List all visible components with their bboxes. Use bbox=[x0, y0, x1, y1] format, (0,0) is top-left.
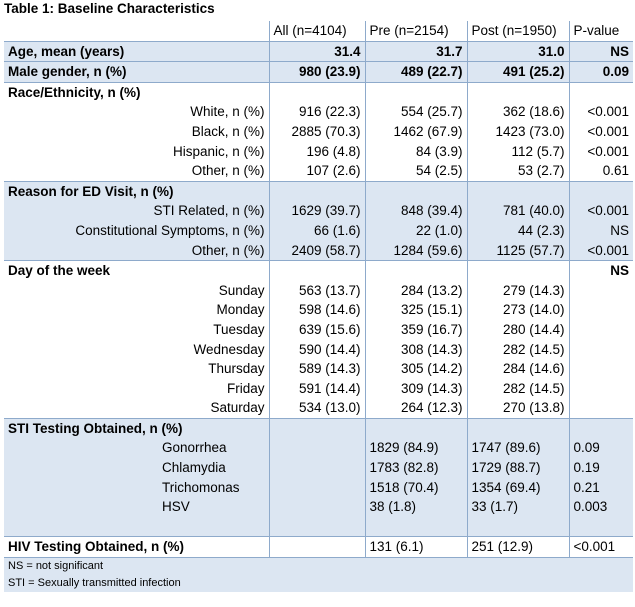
all-value bbox=[269, 261, 365, 281]
post-value: 270 (13.8) bbox=[467, 398, 569, 418]
post-value: 112 (5.7) bbox=[467, 142, 569, 162]
all-value: 2885 (70.3) bbox=[269, 122, 365, 142]
post-value bbox=[467, 517, 569, 537]
p-value: <0.001 bbox=[569, 142, 633, 162]
header-post: Post (n=1950) bbox=[467, 21, 569, 41]
all-value bbox=[269, 537, 365, 558]
table-row bbox=[4, 261, 633, 281]
row-label: Thursday bbox=[208, 361, 265, 377]
header-pre: Pre (n=2154) bbox=[365, 21, 467, 41]
table-row bbox=[4, 438, 633, 458]
post-value: 282 (14.5) bbox=[467, 379, 569, 399]
row-label: Hispanic, n (%) bbox=[172, 143, 265, 159]
row-label: Male gender, n (%) bbox=[4, 62, 269, 83]
post-value: 251 (12.9) bbox=[467, 537, 569, 558]
pre-value: 489 (22.7) bbox=[365, 62, 467, 83]
row-label: Other, n (%) bbox=[4, 241, 269, 261]
post-value bbox=[467, 82, 569, 102]
all-value: 196 (4.8) bbox=[269, 142, 365, 162]
pre-value bbox=[365, 418, 467, 438]
table-row bbox=[4, 478, 633, 498]
p-value: <0.001 bbox=[569, 122, 633, 142]
post-value: 1729 (88.7) bbox=[467, 458, 569, 478]
footnote: STI = Sexually transmitted infection bbox=[4, 575, 633, 592]
pre-value: 31.7 bbox=[365, 41, 467, 62]
row-label: Age, mean (years) bbox=[4, 41, 269, 62]
row-label bbox=[4, 517, 269, 537]
all-value: 598 (14.6) bbox=[269, 300, 365, 320]
pre-value: 848 (39.4) bbox=[365, 201, 467, 221]
table-row bbox=[4, 82, 633, 102]
table-row bbox=[4, 142, 633, 162]
pre-value: 325 (15.1) bbox=[365, 300, 467, 320]
pre-value: 264 (12.3) bbox=[365, 398, 467, 418]
all-value: 591 (14.4) bbox=[269, 379, 365, 399]
table-row bbox=[4, 102, 633, 122]
header-row bbox=[4, 21, 633, 41]
row-label: Chlamydia bbox=[4, 458, 269, 478]
footnote: NS = not significant bbox=[4, 558, 633, 576]
all-value: 980 (23.9) bbox=[269, 62, 365, 83]
all-value: 563 (13.7) bbox=[269, 281, 365, 301]
p-value bbox=[569, 398, 633, 418]
pre-value: 305 (14.2) bbox=[365, 359, 467, 379]
row-label: White, n (%) bbox=[190, 104, 265, 120]
all-value bbox=[269, 497, 365, 517]
p-value bbox=[569, 359, 633, 379]
row-label: Wednesday bbox=[193, 341, 265, 357]
all-value: 66 (1.6) bbox=[269, 221, 365, 241]
pre-value bbox=[365, 261, 467, 281]
table-row bbox=[4, 201, 633, 221]
row-label: Race/Ethnicity, n (%) bbox=[4, 82, 269, 102]
post-value: 33 (1.7) bbox=[467, 497, 569, 517]
table-row bbox=[4, 379, 633, 399]
post-value: 280 (14.4) bbox=[467, 320, 569, 340]
pre-value: 38 (1.8) bbox=[365, 497, 467, 517]
pre-value: 1518 (70.4) bbox=[365, 478, 467, 498]
post-value: 1354 (69.4) bbox=[467, 478, 569, 498]
p-value: <0.001 bbox=[569, 102, 633, 122]
p-value bbox=[569, 340, 633, 360]
pre-value: 1462 (67.9) bbox=[365, 122, 467, 142]
p-value: <0.001 bbox=[569, 241, 633, 261]
pre-value: 1783 (82.8) bbox=[365, 458, 467, 478]
all-value bbox=[269, 478, 365, 498]
post-value: 31.0 bbox=[467, 41, 569, 62]
table-title: Table 1: Baseline Characteristics bbox=[4, 1, 215, 16]
pre-value: 54 (2.5) bbox=[365, 161, 467, 181]
p-value: 0.21 bbox=[569, 478, 633, 498]
p-value: 0.003 bbox=[569, 497, 633, 517]
table-row bbox=[4, 517, 633, 537]
footnote-row bbox=[4, 558, 633, 576]
post-value: 44 (2.3) bbox=[467, 221, 569, 241]
p-value: <0.001 bbox=[569, 537, 633, 558]
table-row bbox=[4, 458, 633, 478]
row-label: STI Testing Obtained, n (%) bbox=[4, 418, 269, 438]
row-label: Saturday bbox=[210, 400, 265, 416]
table-row bbox=[4, 418, 633, 438]
post-value: 781 (40.0) bbox=[467, 201, 569, 221]
all-value: 1629 (39.7) bbox=[269, 201, 365, 221]
row-label: Tuesday bbox=[213, 321, 265, 337]
pre-value: 1284 (59.6) bbox=[365, 241, 467, 261]
table-row bbox=[4, 281, 633, 301]
row-label: HIV Testing Obtained, n (%) bbox=[4, 537, 269, 558]
post-value: 284 (14.6) bbox=[467, 359, 569, 379]
pre-value bbox=[365, 517, 467, 537]
table-row bbox=[4, 221, 633, 241]
post-value: 282 (14.5) bbox=[467, 340, 569, 360]
baseline-table bbox=[4, 21, 633, 592]
row-label: STI Related, n (%) bbox=[4, 201, 269, 221]
p-value: 0.61 bbox=[569, 161, 633, 181]
p-value bbox=[569, 82, 633, 102]
table-row bbox=[4, 241, 633, 261]
p-value: NS bbox=[569, 221, 633, 241]
row-label: Black, n (%) bbox=[191, 123, 265, 139]
table-row bbox=[4, 161, 633, 181]
row-label: Sunday bbox=[218, 282, 265, 298]
row-label: Other, n (%) bbox=[191, 163, 265, 179]
row-label: Trichomonas bbox=[4, 478, 269, 498]
post-value bbox=[467, 261, 569, 281]
pre-value bbox=[365, 181, 467, 201]
all-value bbox=[269, 517, 365, 537]
header-p-value: P-value bbox=[569, 21, 633, 41]
row-label: Reason for ED Visit, n (%) bbox=[4, 181, 269, 201]
post-value: 53 (2.7) bbox=[467, 161, 569, 181]
all-value: 590 (14.4) bbox=[269, 340, 365, 360]
table-row bbox=[4, 300, 633, 320]
all-value: 639 (15.6) bbox=[269, 320, 365, 340]
row-label: Gonorrhea bbox=[4, 438, 269, 458]
post-value: 273 (14.0) bbox=[467, 300, 569, 320]
all-value: 2409 (58.7) bbox=[269, 241, 365, 261]
pre-value bbox=[365, 82, 467, 102]
p-value: NS bbox=[569, 261, 633, 281]
p-value bbox=[569, 320, 633, 340]
post-value bbox=[467, 181, 569, 201]
table-row bbox=[4, 398, 633, 418]
post-value bbox=[467, 418, 569, 438]
p-value: NS bbox=[569, 41, 633, 62]
row-label: Day of the week bbox=[4, 261, 269, 281]
post-value: 1423 (73.0) bbox=[467, 122, 569, 142]
table-row bbox=[4, 537, 633, 558]
all-value: 534 (13.0) bbox=[269, 398, 365, 418]
all-value bbox=[269, 438, 365, 458]
all-value bbox=[269, 418, 365, 438]
post-value: 1125 (57.7) bbox=[467, 241, 569, 261]
row-label: Constitutional Symptoms, n (%) bbox=[4, 221, 269, 241]
p-value bbox=[569, 379, 633, 399]
pre-value: 22 (1.0) bbox=[365, 221, 467, 241]
post-value: 491 (25.2) bbox=[467, 62, 569, 83]
all-value: 107 (2.6) bbox=[269, 161, 365, 181]
pre-value: 359 (16.7) bbox=[365, 320, 467, 340]
pre-value: 308 (14.3) bbox=[365, 340, 467, 360]
all-value: 31.4 bbox=[269, 41, 365, 62]
table-row bbox=[4, 359, 633, 379]
all-value bbox=[269, 458, 365, 478]
table-row bbox=[4, 497, 633, 517]
p-value bbox=[569, 300, 633, 320]
all-value: 589 (14.3) bbox=[269, 359, 365, 379]
pre-value: 84 (3.9) bbox=[365, 142, 467, 162]
post-value: 279 (14.3) bbox=[467, 281, 569, 301]
all-value bbox=[269, 181, 365, 201]
pre-value: 309 (14.3) bbox=[365, 379, 467, 399]
p-value: 0.09 bbox=[569, 62, 633, 83]
header-label bbox=[4, 21, 269, 41]
p-value: 0.19 bbox=[569, 458, 633, 478]
table-row bbox=[4, 41, 633, 62]
p-value bbox=[569, 281, 633, 301]
pre-value: 554 (25.7) bbox=[365, 102, 467, 122]
table-row bbox=[4, 340, 633, 360]
footnote-row bbox=[4, 575, 633, 592]
table-row bbox=[4, 181, 633, 201]
all-value bbox=[269, 82, 365, 102]
row-label: Friday bbox=[226, 380, 265, 396]
row-label: Monday bbox=[216, 302, 265, 318]
p-value bbox=[569, 181, 633, 201]
table-row bbox=[4, 122, 633, 142]
all-value: 916 (22.3) bbox=[269, 102, 365, 122]
pre-value: 284 (13.2) bbox=[365, 281, 467, 301]
table-row bbox=[4, 320, 633, 340]
post-value: 1747 (89.6) bbox=[467, 438, 569, 458]
p-value: 0.09 bbox=[569, 438, 633, 458]
row-label: HSV bbox=[4, 497, 269, 517]
p-value bbox=[569, 418, 633, 438]
post-value: 362 (18.6) bbox=[467, 102, 569, 122]
pre-value: 131 (6.1) bbox=[365, 537, 467, 558]
pre-value: 1829 (84.9) bbox=[365, 438, 467, 458]
table-row bbox=[4, 62, 633, 83]
p-value: <0.001 bbox=[569, 201, 633, 221]
header-all: All (n=4104) bbox=[269, 21, 365, 41]
p-value bbox=[569, 517, 633, 537]
